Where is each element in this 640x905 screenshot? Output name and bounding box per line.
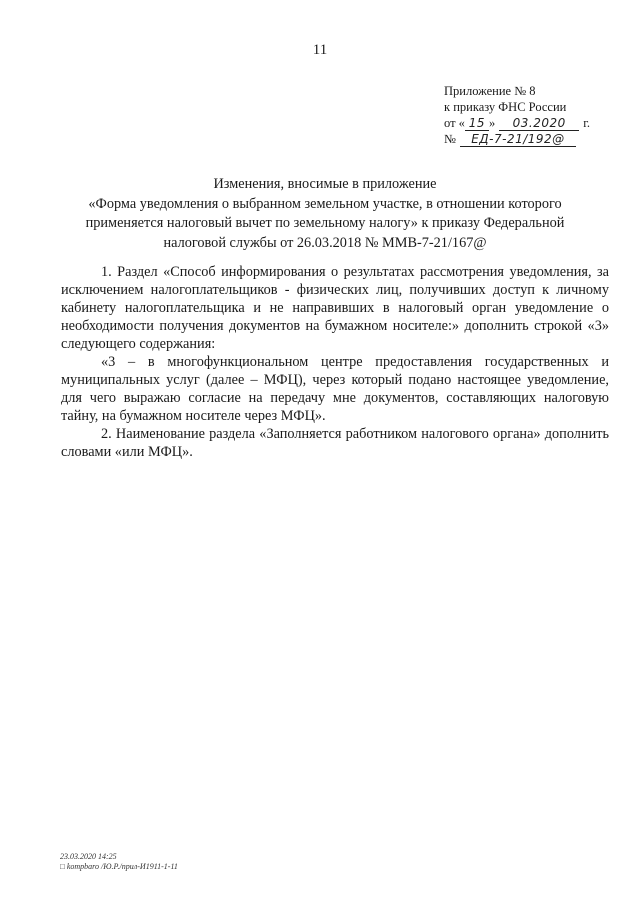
document-body — [61, 263, 609, 461]
appendix-title: Приложение № 8 — [444, 84, 536, 98]
title-line-1: Изменения, вносимые в приложение — [213, 176, 437, 192]
paragraph-1: 1. Раздел «Способ информирования о результатах рассмотрения уведомления, за исключением налогоплательщиков - физических лиц, получивших доступ к личному кабинету налогоплательщика и не направивших в налоговый орган уведомление о необходимости получения документов на бумажном носителе:» дополнить строкой «3» следующего содержания: — [61, 264, 609, 352]
handwritten-date: 03.2020 — [499, 117, 579, 131]
appendix-number-line — [444, 131, 604, 147]
page-number: 11 — [312, 42, 328, 58]
appendix-order-ref: к приказу ФНС России — [444, 100, 567, 114]
file-icon: □ — [60, 862, 65, 871]
paragraph-2: «3 – в многофункциональном центре предоставления государственных и муниципальных услуг (далее – МФЦ), через который подано настоящее уведомление, для чего выражаю согласие на передачу мне документов, составляющих налоговую тайну, на бумажном носителе через МФЦ». — [61, 354, 609, 424]
title-line-4: налоговой службы от 26.03.2018 № ММВ-7-21/167@ — [163, 234, 487, 251]
number-prefix: № — [444, 132, 456, 146]
paragraph-3: 2. Наименование раздела «Заполняется работником налогового органа» дополнить словами «или МФЦ». — [61, 426, 609, 460]
appendix-header — [444, 83, 604, 147]
footer-timestamp: 23.03.2020 14:25 — [60, 852, 117, 861]
appendix-date-line — [444, 115, 604, 131]
title-line-2: «Форма уведомления о выбранном земельном участке, в отношении которого — [88, 195, 562, 212]
document-title — [60, 175, 590, 253]
date-year-suffix: г. — [583, 116, 591, 130]
title-line-3: применяется налоговый вычет по земельному налогу» к приказу Федеральной — [85, 215, 565, 231]
print-footer — [60, 852, 178, 872]
handwritten-order-number: ЕД-7-21/192@ — [460, 133, 576, 147]
footer-path: kompbaro /Ю.Р./прил-И1911-1-11 — [66, 862, 178, 871]
footer-path-line — [60, 862, 178, 872]
date-close-quote: » — [488, 116, 496, 130]
handwritten-day: 15 — [465, 117, 489, 131]
date-prefix: от « — [444, 116, 465, 130]
